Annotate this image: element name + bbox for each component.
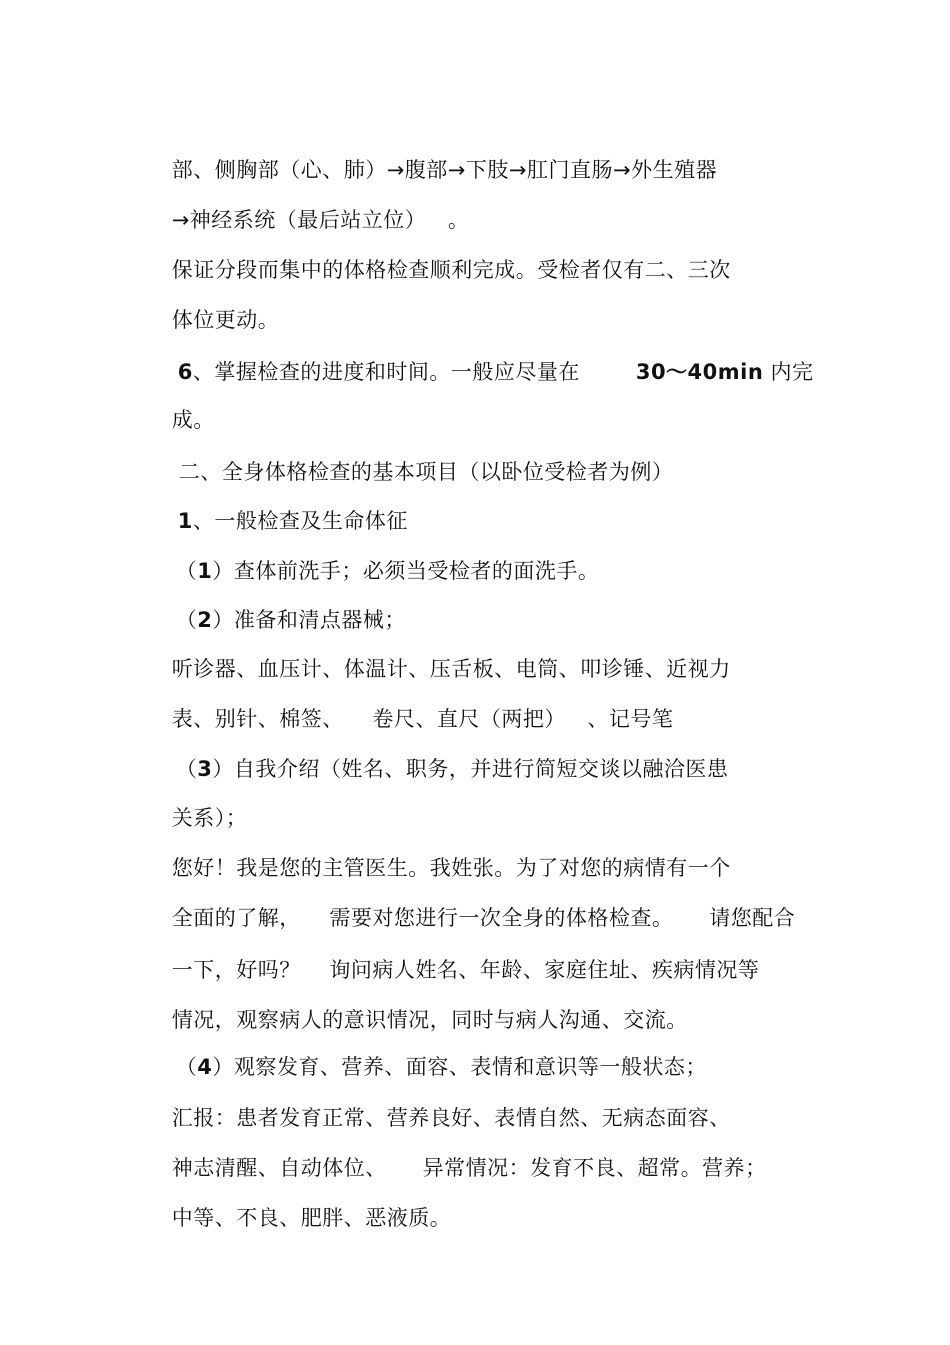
line-text: 一下，好吗？ 询问病人姓名、年龄、家庭住址、疾病情况等 <box>171 958 760 982</box>
line-text: 关系）； <box>171 806 248 830</box>
paren: （ <box>175 1055 198 1079</box>
line-text: 内完 <box>763 360 814 384</box>
line-text: 部、侧胸部（心、肺）→腹部→下肢→肛门直肠→外生殖器 <box>171 158 718 182</box>
item-number: 6 <box>177 360 193 384</box>
line-text: 、掌握检查的进度和时间。一般应尽量在 <box>192 360 580 384</box>
line-text: 您好！我是您的主管医生。我姓张。为了对您的病情有一个 <box>171 856 731 880</box>
text-line <box>143 1176 451 1260</box>
text-line <box>149 330 814 414</box>
item-number: 1 <box>177 509 193 533</box>
item-number: 3 <box>197 757 213 781</box>
line-text: 二、全身体格检查的基本项目（以卧位受检者为例） <box>171 460 674 484</box>
line-text: 汇报：患者发育正常、营养良好、表情自然、无病态面容、 <box>171 1106 731 1130</box>
paren: （ <box>175 757 198 781</box>
line-text: 情况，观察病人的意识情况，同时与病人沟通、交流。 <box>171 1008 688 1032</box>
line-text: ）查体前洗手；必须当受检者的面洗手。 <box>212 559 600 583</box>
time-range: 30～40min <box>635 360 764 384</box>
line-text: 表、别针、棉签、 卷尺、直尺（两把） 、记号笔 <box>171 707 674 731</box>
line-text: 保证分段而集中的体格检查顺利完成。受检者仅有二、三次 <box>171 258 731 282</box>
line-text: →神经系统（最后站立位） 。 <box>171 208 470 232</box>
item-number: 1 <box>197 559 213 583</box>
line-text: 听诊器、血压计、体温计、压舌板、电筒、叩诊锤、近视力 <box>171 657 731 681</box>
line-text: 成。 <box>171 408 215 432</box>
paren: （ <box>175 559 198 583</box>
paren: （ <box>175 608 198 632</box>
item-number: 2 <box>197 608 213 632</box>
line-text: ）自我介绍（姓名、职务，并进行简短交谈以融洽医患 <box>212 757 729 781</box>
line-text: 神志清醒、自动体位、 异常情况：发育不良、超常。营养； <box>171 1156 767 1180</box>
line-text: 、一般检查及生命体征 <box>192 509 408 533</box>
line-text: ）观察发育、营养、面容、表情和意识等一般状态； <box>212 1055 707 1079</box>
line-text: 中等、不良、肥胖、恶液质。 <box>171 1206 452 1230</box>
item-number: 4 <box>197 1055 213 1079</box>
line-text: ）准备和清点器械； <box>212 608 406 632</box>
line-text: 全面的了解， 需要对您进行一次全身的体格检查。 请您配合 <box>171 906 796 930</box>
line-text: 体位更动。 <box>171 308 280 332</box>
